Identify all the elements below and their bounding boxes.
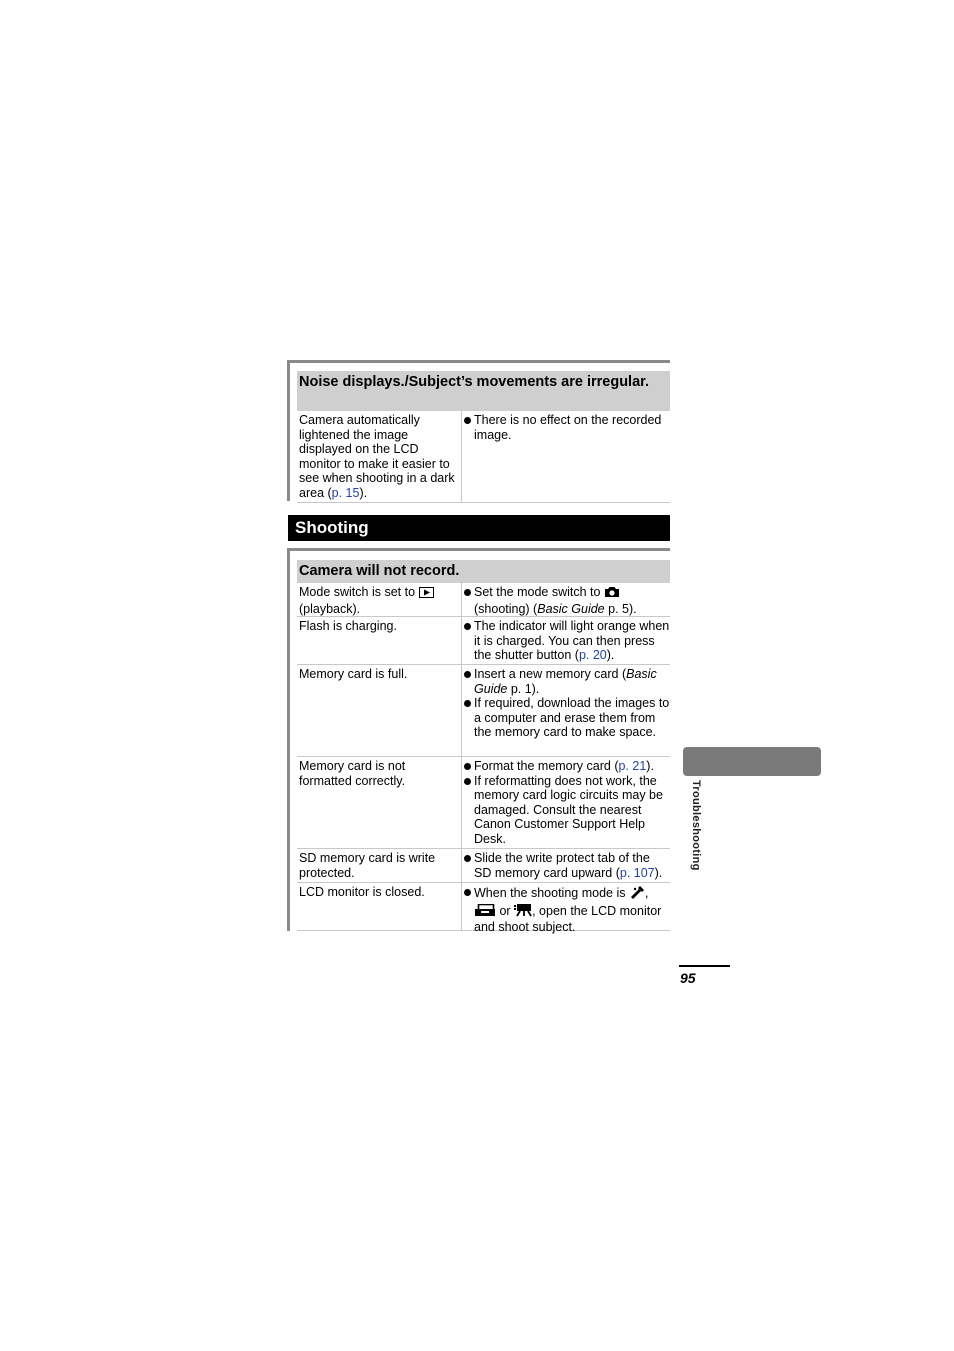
fix-cell: There is no effect on the recorded image. — [464, 413, 670, 442]
chapter-tab — [683, 747, 821, 776]
page-link[interactable]: p. 15 — [331, 485, 360, 500]
table-row — [297, 411, 670, 503]
fix-cell: The indicator will light orange when it is charged. You can then press the shutter button (p. 20). — [464, 619, 670, 663]
table-row — [297, 583, 670, 617]
page-link[interactable]: p. 20 — [578, 648, 607, 662]
fix-cell: Set the mode switch to (shooting) (Basic Guide p. 5). — [464, 585, 670, 616]
page-number: 95 — [680, 970, 696, 986]
table-row — [297, 665, 670, 757]
cause-cell: Flash is charging. — [299, 619, 397, 633]
cause-cell: Mode switch is set to (playback). — [299, 585, 459, 616]
cause-cell: Memory card is not formatted correctly. — [299, 759, 406, 788]
chapter-tab-label: Troubleshooting — [690, 780, 702, 871]
record-table-header: Camera will not record. — [297, 560, 670, 583]
fix-cell: Format the memory card (p. 21). If reformatting does not work, the memory card logic circuits may be damaged. Consult the nearest Canon Customer Support Help Desk. — [464, 759, 670, 846]
noise-table — [287, 360, 670, 503]
cause-cell: Camera automatically lightened the image displayed on the LCD monitor to make it easier to see when shooting in a dark area (p. 15). — [299, 413, 455, 500]
auto-mode-icon — [629, 885, 645, 903]
playback-icon — [419, 587, 434, 602]
fix-cell: Insert a new memory card (Basic Guide p. 1). If required, download the images to a computer and erase them from the memory card to make space. — [464, 667, 670, 740]
page-link[interactable]: p. 21 — [618, 759, 647, 773]
table-top-rule — [287, 548, 670, 551]
table-row — [297, 757, 670, 849]
record-table — [287, 548, 670, 934]
table-left-rule — [287, 360, 290, 501]
fix-cell: Slide the write protect tab of the SD memory card upward (p. 107). — [464, 851, 670, 880]
table-top-rule — [287, 360, 670, 363]
table-row — [297, 617, 670, 665]
camera-icon — [604, 586, 620, 602]
table-left-rule — [287, 548, 290, 931]
table-row — [297, 849, 670, 883]
movie-icon — [514, 903, 532, 921]
cause-cell: SD memory card is write protected. — [299, 851, 436, 880]
cause-cell: Memory card is full. — [299, 667, 408, 681]
fix-cell: When the shooting mode is , or , open the LCD monitor and shoot subject. — [464, 885, 670, 935]
section-title: Shooting — [288, 515, 670, 541]
cause-cell: LCD monitor is closed. — [299, 885, 425, 899]
page-link[interactable]: p. 107 — [619, 865, 655, 880]
page-number-rule — [679, 965, 730, 967]
noise-table-header: Noise displays./Subject’s movements are irregular. — [297, 371, 670, 411]
table-row — [297, 883, 670, 934]
print-share-icon — [474, 904, 496, 921]
